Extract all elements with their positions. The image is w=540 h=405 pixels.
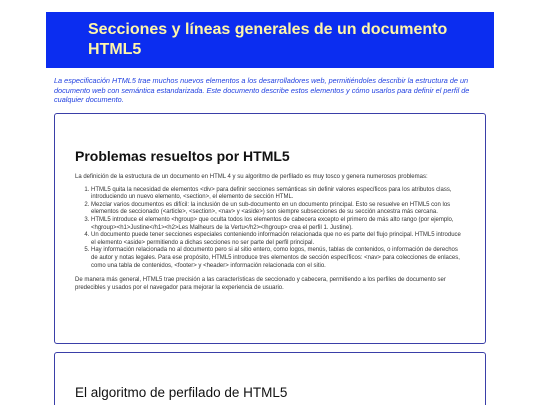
section-title: Problemas resueltos por HTML5: [75, 148, 290, 164]
section-conclusion: De manera más general, HTML5 trae precisión a las características de seccionado y cabecera, permitiendo a los perfiles de documento ser predecibles y usados por el navegador para mejorar la experiencia de usuario.: [75, 277, 446, 291]
list-item: 5. Hay información relacionada no al documento pero si al sitio entero, como logos, menús, tablas de contenidos, o información de derechos de autor y notas legales. Para ese propósito, HTML5 introduce tres elementos de sección específicos: <nav> para colecciones de enlaces, como una tabla de contenidos, <footer> y <header> información relacionada con el sitio.: [91, 247, 465, 270]
section-card-problems: [54, 113, 486, 344]
section-intro: La definición de la estructura de un documento en HTML 4 y su algoritmo de perfilado es muy tosco y genera numerosos problemas:: [75, 174, 428, 180]
page-header: [46, 12, 494, 68]
intro-paragraph: La especificación HTML5 trae muchos nuevos elementos a los desarrolladores web, permitiéndoles describir la estructura de un documento web con semántica estandarizada. Este documento describe estos elementos y cómo usarlos para definir el perfil de cualquier documento.: [54, 76, 470, 104]
section-card-algorithm: [54, 352, 486, 405]
section-title: El algoritmo de perfilado de HTML5: [75, 385, 288, 400]
list-item: 1. HTML5 quita la necesidad de elementos <div> para definir secciones semánticas sin definir valores específicos para los atributos class, introduciendo un nuevo elemento, <section>, el elemento de sección HTML.: [91, 187, 465, 202]
list-item: 2. Mezclar varios documentos es difícil: la inclusión de un sub-documento en un documento principal. Esto se resuelve en HTML5 con los elementos de seccionado (<article>, <section>, <nav> y <aside>) son siempre subsecciones de su sección ancestra más cercana.: [91, 202, 465, 217]
problems-list: [75, 187, 465, 271]
list-item: 3. HTML5 introduce el elemento <hgroup> que oculta todos los elementos de cabecera excepto el primero de más alto rango (por ejemplo, <hgroup><h1>Justine</h1><h2>Les Malheurs de la Vertu</h2></hgroup> crea el perfil 1. Justine).: [91, 217, 465, 232]
page-title: Secciones y líneas generales de un documento HTML5: [88, 21, 448, 58]
list-item: 4. Un documento puede tener secciones especiales conteniendo información relacionada que no es parte del flujo principal. HTML5 introduce el elemento <aside> permitiendo a dichas secciones no ser parte del perfil principal.: [91, 232, 465, 247]
